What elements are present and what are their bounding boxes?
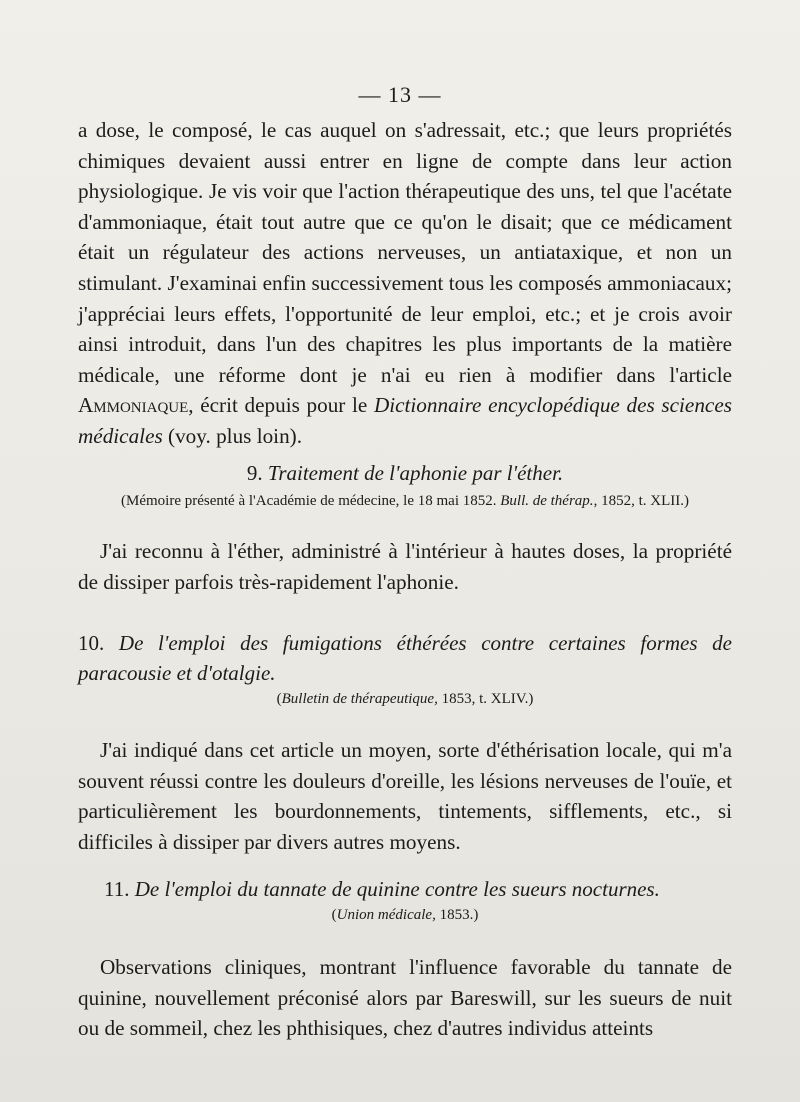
section-11-heading [104,874,724,904]
section-9-heading [78,458,732,488]
section-number: 11. [104,877,135,901]
section-10-heading [78,628,732,688]
source-text: ( [276,691,282,707]
paragraph-text: , écrit depuis pour le [188,393,374,418]
source-journal: Union médicale, [336,907,436,923]
source-text: 1853.) [435,907,479,923]
paragraph-text: (voy. plus loin). [162,423,303,448]
section-number: 9. [246,461,268,485]
section-9-source [78,491,732,511]
section-title: Traitement de l'aphonie par l'éther. [267,461,564,485]
section-10-text: J'ai indiqué dans cet article un moyen, sorte d'éthérisation locale, qui m'a souvent réussi contre les douleurs d'oreille, les lésions nerveuses de l'ouïe, et particulièrement les bourdonnements, tintements, sifflements, etc., si difficiles à dissiper par divers autres moyens. [78,738,732,854]
section-number: 10. [78,631,119,655]
section-10-source [78,689,732,709]
source-journal: Bull. de thérap. [500,493,594,509]
page-number: — 13 — [358,82,442,107]
source-text: 1853, t. XLIV.) [437,691,534,707]
dictionary-title: Dictionnaire encyclopédique des sciences médicales [78,393,732,448]
section-11-text: Observations cliniques, montrant l'influence favorable du tannate de quinine, nouvellement préconisé alors par Bareswill, sur les sueurs de nuit ou de sommeil, chez les phthisiques, chez d'autres individus atteints [78,955,732,1041]
source-text: ( [331,907,337,923]
paragraph-text: a dose, le composé, le cas auquel on s'adressait, etc.; que leurs propriétés chimiques devaient aussi entrer en ligne de compte dans leur action physiologique. Je vis voir que l'action thérapeutique des uns, tel que l'acétate d'ammoniaque, était tout autre que ce qu'on le disait; que ce médicament était un régulateur des actions nerveuses, un antiataxique, et non un stimulant. J'examinai enfin successivement tous les composés ammoniacaux; j'appréciai leurs effets, l'opportunité de leur emploi, etc.; et je crois avoir ainsi introduit, dans l'un des chapitres les plus importants de la matière médicale, une réforme dont je n'ai eu rien à modifier dans l'article [78,118,732,387]
source-text: (Mémoire présenté à l'Académie de médecine, le 18 mai 1852. [121,493,501,509]
section-11-source [78,905,732,925]
section-title: De l'emploi du tannate de quinine contre les sueurs nocturnes. [134,877,660,901]
paragraph-continuation [78,115,732,452]
source-journal: Bulletin de thérapeutique, [281,691,438,707]
section-9-text: J'ai reconnu à l'éther, administré à l'intérieur à hautes doses, la propriété de dissiper parfois très-rapidement l'aphonie. [78,539,732,594]
source-text: , 1852, t. XLII.) [593,493,689,509]
section-title: De l'emploi des fumigations éthérées contre certaines formes de paracousie et d'otalgie. [78,631,733,685]
article-name: Ammoniaque [78,393,189,418]
